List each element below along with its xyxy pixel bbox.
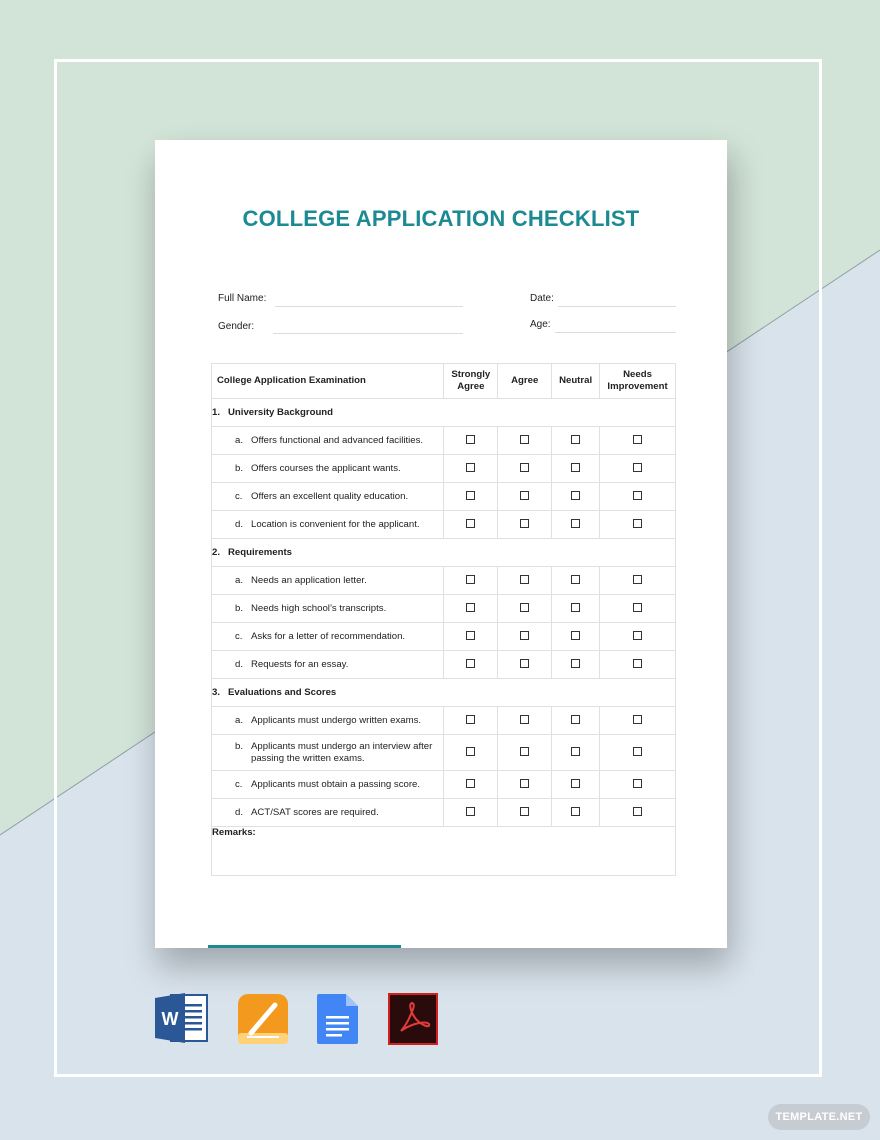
svg-text:W: W <box>161 1009 179 1029</box>
checkbox-needs-improvement[interactable] <box>633 463 642 472</box>
table-row <box>212 511 676 539</box>
item-text: Applicants must undergo written exams. <box>251 714 422 726</box>
item-letter: c. <box>235 779 243 790</box>
checkbox-needs-improvement[interactable] <box>633 603 642 612</box>
checkbox-agree[interactable] <box>520 715 529 724</box>
checkbox-strongly-agree[interactable] <box>466 779 475 788</box>
item-letter: a. <box>235 435 244 446</box>
pages-icon[interactable] <box>237 993 289 1045</box>
checkbox-needs-improvement[interactable] <box>633 435 642 444</box>
section-number: 3. <box>212 687 221 698</box>
remarks-label: Remarks: <box>212 827 676 876</box>
column-header-strongly-agree: Strongly Agree <box>444 364 498 399</box>
table-row <box>212 707 676 735</box>
checkbox-strongly-agree[interactable] <box>466 659 475 668</box>
section-row <box>212 679 676 707</box>
checkbox-strongly-agree[interactable] <box>466 807 475 816</box>
item-text: Offers courses the applicant wants. <box>251 462 401 474</box>
remarks-row[interactable] <box>212 827 676 876</box>
table-header-row <box>212 364 676 399</box>
item-letter: a. <box>235 575 244 586</box>
column-header-agree: Agree <box>498 364 552 399</box>
table-row <box>212 567 676 595</box>
item-text: ACT/SAT scores are required. <box>251 806 379 818</box>
pdf-icon[interactable] <box>388 993 440 1045</box>
checkbox-agree[interactable] <box>520 491 529 500</box>
section-row <box>212 399 676 427</box>
checkbox-neutral[interactable] <box>571 491 580 500</box>
section-number: 2. <box>212 547 221 558</box>
item-letter: b. <box>235 463 244 474</box>
item-letter: d. <box>235 659 244 670</box>
checkbox-neutral[interactable] <box>571 519 580 528</box>
item-letter: d. <box>235 519 244 530</box>
section-row <box>212 539 676 567</box>
table-row <box>212 799 676 827</box>
item-letter: c. <box>235 491 243 502</box>
checkbox-strongly-agree[interactable] <box>466 603 475 612</box>
section-title: Requirements <box>228 547 292 558</box>
item-letter: b. <box>235 603 244 614</box>
date-line[interactable] <box>558 306 676 307</box>
checkbox-agree[interactable] <box>520 575 529 584</box>
item-text: Needs high school’s transcripts. <box>251 602 387 614</box>
checkbox-agree[interactable] <box>520 659 529 668</box>
document-page <box>155 140 727 948</box>
checkbox-agree[interactable] <box>520 631 529 640</box>
table-row <box>212 771 676 799</box>
item-letter: a. <box>235 715 244 726</box>
item-letter: d. <box>235 807 244 818</box>
accent-bar <box>208 945 401 948</box>
checkbox-needs-improvement[interactable] <box>633 519 642 528</box>
document-title: COLLEGE APPLICATION CHECKLIST <box>242 206 640 231</box>
checkbox-neutral[interactable] <box>571 631 580 640</box>
checkbox-strongly-agree[interactable] <box>466 463 475 472</box>
item-text: Location is convenient for the applicant. <box>251 518 420 530</box>
section-title: Evaluations and Scores <box>228 687 337 698</box>
checkbox-neutral[interactable] <box>571 575 580 584</box>
checkbox-strongly-agree[interactable] <box>466 519 475 528</box>
checkbox-neutral[interactable] <box>571 779 580 788</box>
checkbox-needs-improvement[interactable] <box>633 779 642 788</box>
checklist-table <box>211 363 676 876</box>
item-text: Offers an excellent quality education. <box>251 490 409 502</box>
checkbox-agree[interactable] <box>520 747 529 756</box>
date-label: Date: <box>530 293 554 304</box>
checkbox-needs-improvement[interactable] <box>633 575 642 584</box>
google-docs-icon[interactable] <box>316 993 368 1045</box>
checkbox-needs-improvement[interactable] <box>633 807 642 816</box>
table-row <box>212 483 676 511</box>
checkbox-neutral[interactable] <box>571 659 580 668</box>
checkbox-neutral[interactable] <box>571 463 580 472</box>
item-text: Applicants must obtain a passing score. <box>251 778 421 790</box>
checkbox-neutral[interactable] <box>571 715 580 724</box>
checkbox-needs-improvement[interactable] <box>633 491 642 500</box>
checkbox-agree[interactable] <box>520 435 529 444</box>
table-row <box>212 735 676 771</box>
checkbox-strongly-agree[interactable] <box>466 631 475 640</box>
gender-line[interactable] <box>273 333 463 334</box>
column-header-needs-improvement: Needs Improvement <box>600 364 676 399</box>
checkbox-neutral[interactable] <box>571 747 580 756</box>
checkbox-needs-improvement[interactable] <box>633 715 642 724</box>
item-text: Applicants must undergo an interview after passing the written exams. <box>251 740 433 764</box>
column-header-examination: College Application Examination <box>212 364 444 399</box>
full-name-label: Full Name: <box>218 293 267 304</box>
word-icon[interactable] <box>155 992 207 1044</box>
item-text: Requests for an essay. <box>251 658 349 670</box>
checkbox-neutral[interactable] <box>571 435 580 444</box>
checkbox-needs-improvement[interactable] <box>633 659 642 668</box>
checkbox-strongly-agree[interactable] <box>466 575 475 584</box>
checkbox-needs-improvement[interactable] <box>633 747 642 756</box>
checkbox-strongly-agree[interactable] <box>466 747 475 756</box>
column-header-neutral: Neutral <box>552 364 600 399</box>
section-number: 1. <box>212 407 221 418</box>
checkbox-neutral[interactable] <box>571 603 580 612</box>
checkbox-agree[interactable] <box>520 603 529 612</box>
table-row <box>212 455 676 483</box>
checkbox-strongly-agree[interactable] <box>466 715 475 724</box>
gender-label: Gender: <box>218 321 255 332</box>
full-name-line[interactable] <box>275 306 463 307</box>
item-text: Asks for a letter of recommendation. <box>251 630 406 642</box>
checkbox-agree[interactable] <box>520 519 529 528</box>
item-letter: b. <box>235 740 244 752</box>
checkbox-neutral[interactable] <box>571 807 580 816</box>
checkbox-strongly-agree[interactable] <box>466 435 475 444</box>
checkbox-agree[interactable] <box>520 807 529 816</box>
item-text: Needs an application letter. <box>251 574 367 586</box>
item-letter: c. <box>235 631 243 642</box>
table-row <box>212 595 676 623</box>
table-row <box>212 651 676 679</box>
item-text: Offers functional and advanced facilities. <box>251 434 424 446</box>
table-row <box>212 427 676 455</box>
table-row <box>212 623 676 651</box>
age-line[interactable] <box>555 332 676 333</box>
template-net-watermark: TEMPLATE.NET <box>768 1104 870 1130</box>
age-label: Age: <box>530 319 551 330</box>
checkbox-needs-improvement[interactable] <box>633 631 642 640</box>
checkbox-strongly-agree[interactable] <box>466 491 475 500</box>
checkbox-agree[interactable] <box>520 779 529 788</box>
section-title: University Background <box>228 407 334 418</box>
checkbox-agree[interactable] <box>520 463 529 472</box>
